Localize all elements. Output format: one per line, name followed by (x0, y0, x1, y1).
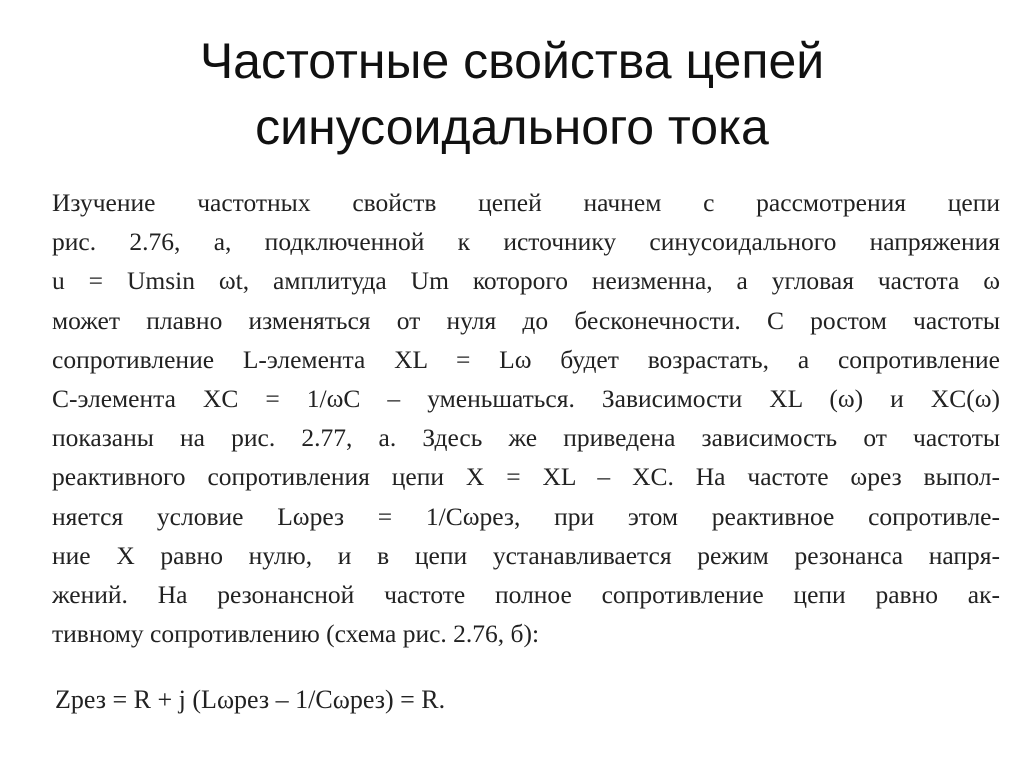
text-line-9: няется условие Lωрез = 1/Cωрез, при этом реактивное сопротивле- (52, 501, 1000, 531)
text-line-2: рис. 2.76, а, подключенной к источнику синусоидального напряжения (52, 227, 1000, 257)
text-line-6: C-элемента XC = 1/ωC – уменьшаться. Зависимости XL (ω) и XC(ω) (52, 383, 1000, 413)
text-line-3: u = Umsin ωt, амплитуда Um которого неизменна, а угловая частота ω (52, 266, 1000, 296)
text-line-10: ние X равно нулю, и в цепи устанавливается режим резонанса напря- (52, 540, 1000, 570)
text-line-7: показаны на рис. 2.77, а. Здесь же приведена зависимость от частоты (52, 423, 1000, 453)
slide-title-line-2: синусоидального тока (255, 99, 769, 155)
text-line-4: может плавно изменяться от нуля до бесконечности. С ростом частоты (52, 305, 1000, 335)
text-line-5: сопротивление L-элемента XL = Lω будет возрастать, а сопротивление (52, 344, 1000, 374)
text-line-8: реактивного сопротивления цепи X = XL – XC. На частоте ωрез выпол- (52, 462, 1000, 492)
resonance-formula: Zрез = R + j (Lωрез – 1/Cωрез) = R. (55, 685, 446, 714)
text-line-12: тивному сопротивлению (схема рис. 2.76, б): (52, 619, 540, 649)
slide-title-line-1: Частотные свойства цепей (199, 33, 825, 89)
slide-title (0, 28, 1024, 160)
scanned-text-block (52, 183, 1000, 653)
text-line-11: жений. На резонансной частоте полное сопротивление цепи равно ак- (52, 579, 1000, 609)
text-line-1: Изучение частотных свойств цепей начнем с рассмотрения цепи (52, 188, 1000, 217)
